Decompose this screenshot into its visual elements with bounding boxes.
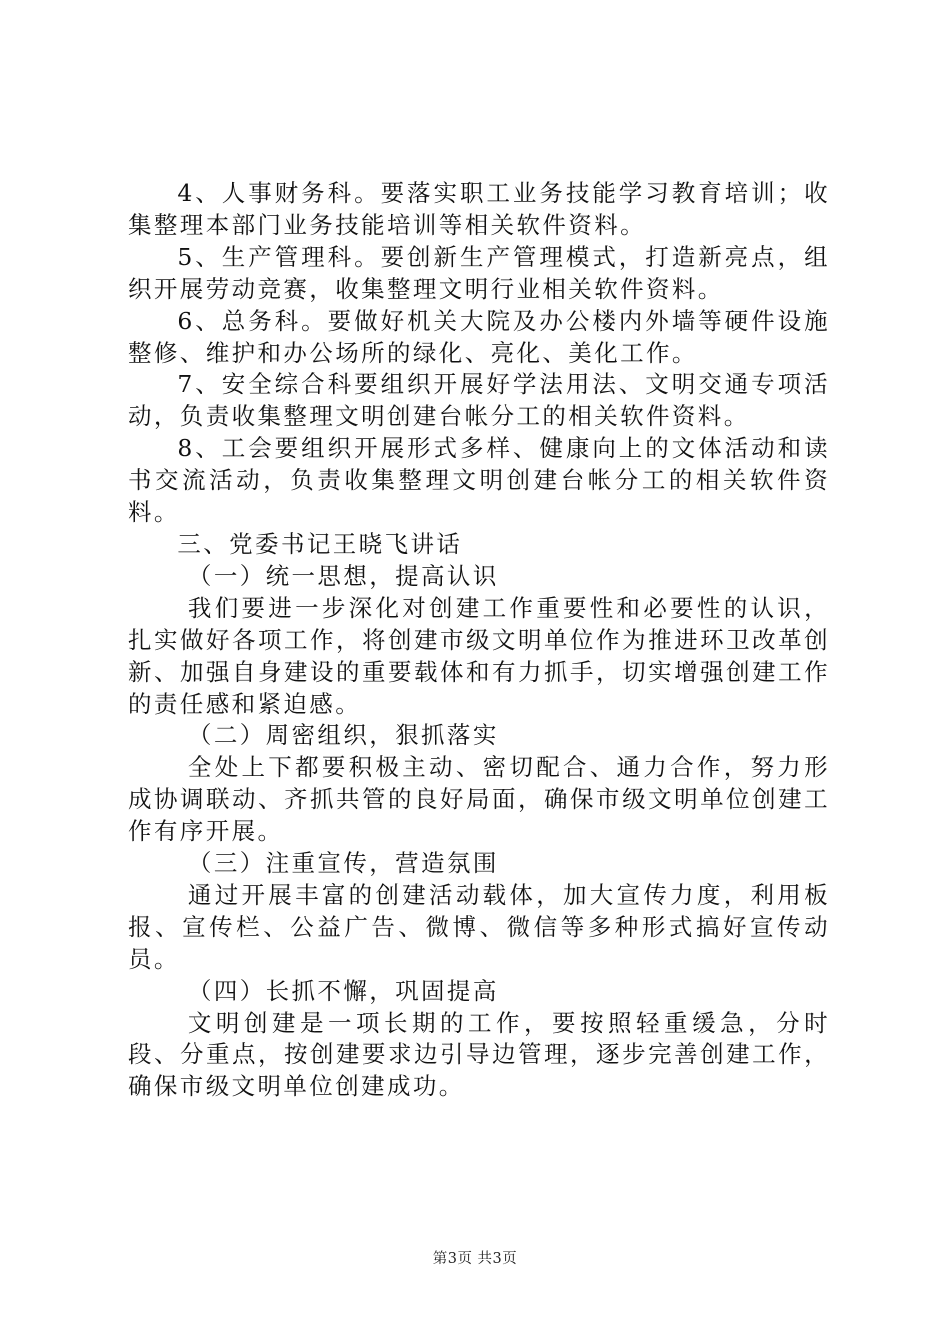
subheading-4: （四）长抓不懈，巩固提高: [187, 976, 499, 1005]
paragraph-general-affairs: 6、总务科。要做好机关大院及办公楼内外墙等硬件设施整修、维护和办公场所的绿化、亮化、美化工作。: [128, 306, 830, 367]
page-footer: 第3页 共3页: [432, 1251, 518, 1267]
paragraph-unify-thinking: 我们要进一步深化对创建工作重要性和必要性的认识，扎实做好各项工作，将创建市级文明单位作为推进环卫改革创新、加强自身建设的重要载体和有力抓手，切实增强创建工作的责任感和紧迫感。: [128, 593, 830, 718]
section-heading-speech: 三、党委书记王晓飞讲话: [177, 529, 463, 558]
paragraph-production: 5、生产管理科。要创新生产管理模式，打造新亮点，组织开展劳动竞赛，收集整理文明行业相关软件资料。: [128, 242, 830, 303]
paragraph-organize: 全处上下都要积极主动、密切配合、通力合作，努力形成协调联动、齐抓共管的良好局面，确保市级文明单位创建工作有序开展。: [128, 753, 830, 846]
paragraph-long-term: 文明创建是一项长期的工作，要按照轻重缓急，分时段、分重点，按创建要求边引导边管理，逐步完善创建工作，确保市级文明单位创建成功。: [128, 1008, 830, 1101]
subheading-2: （二）周密组织，狠抓落实: [187, 721, 499, 750]
document-body: [128, 178, 830, 1103]
paragraph-union: 8、工会要组织开展形式多样、健康向上的文体活动和读书交流活动，负责收集整理文明创建台帐分工的相关软件资料。: [128, 434, 830, 527]
subheading-1: （一）统一思想，提高认识: [187, 561, 499, 590]
paragraph-safety: 7、安全综合科要组织开展好学法用法、文明交通专项活动，负责收集整理文明创建台帐分工的相关软件资料。: [128, 370, 830, 431]
paragraph-publicity: 通过开展丰富的创建活动载体，加大宣传力度，利用板报、宣传栏、公益广告、微博、微信等多种形式搞好宣传动员。: [128, 880, 830, 973]
subheading-3: （三）注重宣传，营造氛围: [187, 849, 499, 878]
paragraph-hr-finance: 4、人事财务科。要落实职工业务技能学习教育培训；收集整理本部门业务技能培训等相关软件资料。: [128, 179, 830, 239]
